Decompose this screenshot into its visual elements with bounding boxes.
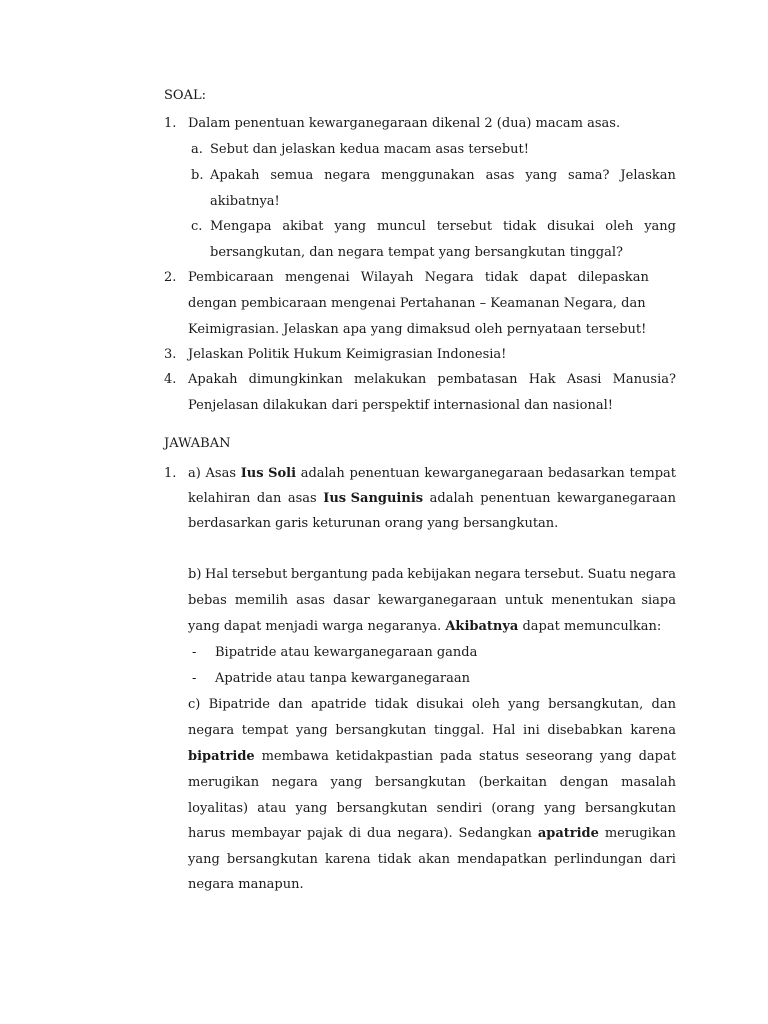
- answer-c-line7: yang bersangkutan karena tidak akan mendapatkan perlindungan dari: [188, 852, 676, 867]
- q1-text: Dalam penentuan kewarganegaraan dikenal 2 (dua) macam asas.: [188, 116, 621, 131]
- answer-c-line3: bipatride membawa ketidakpastian pada status seseorang yang dapat: [188, 749, 676, 764]
- bullet-dash: -: [192, 671, 197, 686]
- q3-number: 3.: [164, 347, 177, 362]
- jawaban-heading: JAWABAN: [164, 436, 231, 451]
- q1b-label: b.: [191, 168, 204, 183]
- bullet-dash: -: [192, 645, 197, 660]
- answer-c-line4: merugikan negara yang bersangkutan (berkaitan dengan masalah: [188, 775, 676, 790]
- q1c-label: c.: [191, 219, 203, 234]
- q1c-line2: bersangkutan, dan negara tempat yang bersangkutan tinggal?: [210, 245, 623, 260]
- soal-heading: SOAL:: [164, 88, 206, 103]
- q1-number: 1.: [164, 116, 177, 131]
- answer-a-line2: kelahiran dan asas Ius Sanguinis adalah penentuan kewarganegaraan: [188, 491, 676, 506]
- answer1-number: 1.: [164, 466, 177, 481]
- q4-line1: Apakah dimungkinkan melakukan pembatasan Hak Asasi Manusia?: [188, 372, 676, 387]
- q3-text: Jelaskan Politik Hukum Keimigrasian Indonesia!: [188, 347, 507, 362]
- answer-c-line1: c) Bipatride dan apatride tidak disukai oleh yang bersangkutan, dan: [188, 697, 676, 712]
- answer-c-line5: loyalitas) atau yang bersangkutan sendiri (orang yang bersangkutan: [188, 801, 676, 816]
- akibatnya-bold: Akibatnya: [445, 619, 519, 634]
- q1b-line1: Apakah semua negara menggunakan asas yang sama? Jelaskan: [210, 168, 676, 183]
- answer-b-line3: yang dapat menjadi warga negaranya. Akibatnya dapat memunculkan:: [188, 619, 662, 634]
- q1a-text: Sebut dan jelaskan kedua macam asas tersebut!: [210, 142, 529, 157]
- q1b-line2: akibatnya!: [210, 194, 280, 209]
- q2-line1: Pembicaraan mengenai Wilayah Negara tidak dapat dilepaskan: [188, 270, 649, 285]
- q1c-line1: Mengapa akibat yang muncul tersebut tidak disukai oleh yang: [210, 219, 676, 234]
- answer-b-line2: bebas memilih asas dasar kewarganegaraan untuk menentukan siapa: [188, 593, 676, 608]
- bullet-item: Bipatride atau kewarganegaraan ganda: [215, 645, 478, 660]
- q2-number: 2.: [164, 270, 177, 285]
- q4-line2: Penjelasan dilakukan dari perspektif internasional dan nasional!: [188, 398, 613, 413]
- answer-c-line8: negara manapun.: [188, 877, 304, 892]
- bullet-item: Apatride atau tanpa kewarganegaraan: [215, 671, 470, 686]
- answer-a-line3: berdasarkan garis keturunan orang yang bersangkutan.: [188, 516, 559, 531]
- answer-b-line1: b) Hal tersebut bergantung pada kebijakan negara tersebut. Suatu negara: [188, 567, 676, 582]
- answer-c-line6: harus membayar pajak di dua negara). Sedangkan apatride merugikan: [188, 826, 676, 841]
- q1a-label: a.: [191, 142, 203, 157]
- answer-c-line2: negara tempat yang bersangkutan tinggal. Hal ini disebabkan karena: [188, 723, 676, 738]
- q2-line3: Keimigrasian. Jelaskan apa yang dimaksud oleh pernyataan tersebut!: [188, 322, 647, 337]
- answer-a-line1: a) Asas Ius Soli adalah penentuan kewarganegaraan bedasarkan tempat: [188, 466, 676, 481]
- q4-number: 4.: [164, 372, 177, 387]
- q2-line2: dengan pembicaraan mengenai Pertahanan – Keamanan Negara, dan: [188, 296, 646, 311]
